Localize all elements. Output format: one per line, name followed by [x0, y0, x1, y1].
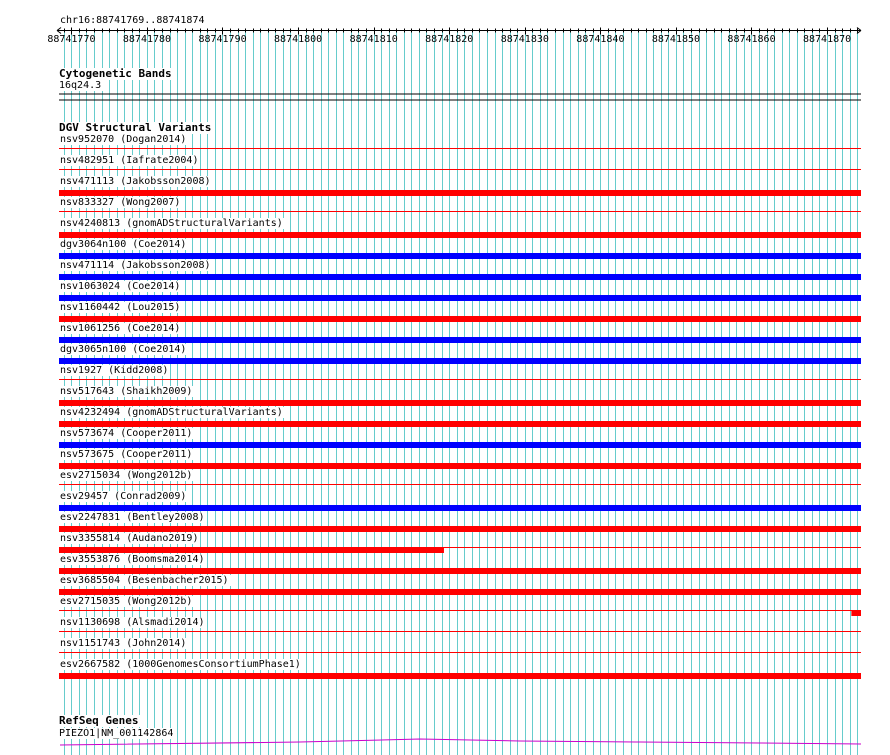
dgv-feature-label[interactable]: nsv3355814 (Audano2019): [60, 533, 199, 544]
dgv-feature-label[interactable]: nsv4240813 (gnomADStructuralVariants): [60, 218, 283, 229]
ruler-tick-label: 88741780: [122, 34, 172, 45]
dgv-feature-label[interactable]: nsv482951 (Iafrate2004): [60, 155, 199, 166]
dgv-feature-label[interactable]: nsv573674 (Cooper2011): [60, 428, 193, 439]
ruler-tick-label: 88741820: [425, 34, 474, 45]
dgv-feature-bar: [59, 274, 861, 280]
dgv-feature-label[interactable]: esv2715034 (Wong2012b): [60, 470, 193, 481]
dgv-feature-bar: [59, 337, 861, 343]
dgv-feature-label[interactable]: esv3685504 (Besenbacher2015): [60, 575, 229, 586]
dgv-feature-bar: [59, 358, 861, 364]
dgv-feature-bar: [59, 295, 861, 301]
dgv-feature-label[interactable]: nsv1063024 (Coe2014): [60, 281, 181, 292]
refseq-gene-label[interactable]: PIEZO1|NM_001142864: [59, 728, 174, 739]
ruler-tick-label: 88741800: [274, 34, 323, 45]
ruler-tick-label: 88741870: [802, 34, 852, 45]
dgv-track-title: DGV Structural Variants: [59, 121, 212, 134]
dgv-feature-label[interactable]: nsv517643 (Shaikh2009): [60, 386, 193, 397]
refseq-track-title: RefSeq Genes: [59, 714, 139, 727]
cytoband-label: 16q24.3: [59, 80, 102, 91]
ruler-tick-label: 88741850: [651, 34, 701, 45]
dgv-feature-label[interactable]: esv2715035 (Wong2012b): [60, 596, 193, 607]
dgv-feature-bar: [59, 421, 861, 427]
refseq-gene-line: [60, 739, 861, 745]
dgv-feature-label[interactable]: dgv3065n100 (Coe2014): [60, 344, 187, 355]
ruler-tick-label: 88741790: [198, 34, 247, 45]
dgv-feature-bar: [59, 400, 861, 406]
dgv-feature-bar: [59, 232, 861, 238]
dgv-feature-label[interactable]: esv3553876 (Boomsma2014): [60, 554, 205, 565]
dgv-feature-label[interactable]: dgv3064n100 (Coe2014): [60, 239, 187, 250]
dgv-feature-bar: [59, 526, 861, 532]
dgv-feature-bar: [59, 190, 861, 196]
dgv-feature-label[interactable]: nsv471114 (Jakobsson2008): [60, 260, 211, 271]
dgv-feature-label[interactable]: nsv952070 (Dogan2014): [60, 134, 187, 145]
dgv-feature-bar: [59, 253, 861, 259]
ruler-tick-label: 88741860: [727, 34, 776, 45]
dgv-feature-label[interactable]: nsv1160442 (Lou2015): [60, 302, 181, 313]
dgv-feature-label[interactable]: nsv1061256 (Coe2014): [60, 323, 181, 334]
dgv-feature-bar: [59, 589, 861, 595]
dgv-feature-label[interactable]: esv2247831 (Bentley2008): [60, 512, 205, 523]
dgv-feature-label[interactable]: nsv833327 (Wong2007): [60, 197, 181, 208]
dgv-feature-label[interactable]: esv29457 (Conrad2009): [60, 491, 187, 502]
chromosome-location-label: chr16:88741769..88741874: [60, 15, 205, 26]
dgv-feature-bar: [59, 463, 861, 469]
dgv-feature-bar: [59, 568, 861, 574]
dgv-feature-bar: [59, 505, 861, 511]
dgv-feature-bar: [59, 316, 861, 322]
dgv-feature-label[interactable]: nsv1151743 (John2014): [60, 638, 187, 649]
dgv-feature-label[interactable]: nsv471113 (Jakobsson2008): [60, 176, 211, 187]
dgv-feature-bar: [59, 442, 861, 448]
ruler-tick-label: 88741770: [47, 34, 96, 45]
dgv-feature-bar: [59, 673, 861, 679]
dgv-feature-label[interactable]: nsv4232494 (gnomADStructuralVariants): [60, 407, 283, 418]
dgv-feature-label[interactable]: esv2667582 (1000GenomesConsortiumPhase1): [60, 659, 301, 670]
ruler-tick-label: 88741840: [576, 34, 625, 45]
dgv-feature-bar: [59, 547, 444, 553]
dgv-feature-bar: [851, 610, 861, 616]
ruler-tick-label: 88741830: [500, 34, 549, 45]
cytoband-track-title: Cytogenetic Bands: [59, 67, 172, 80]
ruler-tick-label: 88741810: [349, 34, 398, 45]
dgv-feature-label[interactable]: nsv573675 (Cooper2011): [60, 449, 193, 460]
dgv-feature-label[interactable]: nsv1927 (Kidd2008): [60, 365, 169, 376]
dgv-feature-label[interactable]: nsv1130698 (Alsmadi2014): [60, 617, 205, 628]
